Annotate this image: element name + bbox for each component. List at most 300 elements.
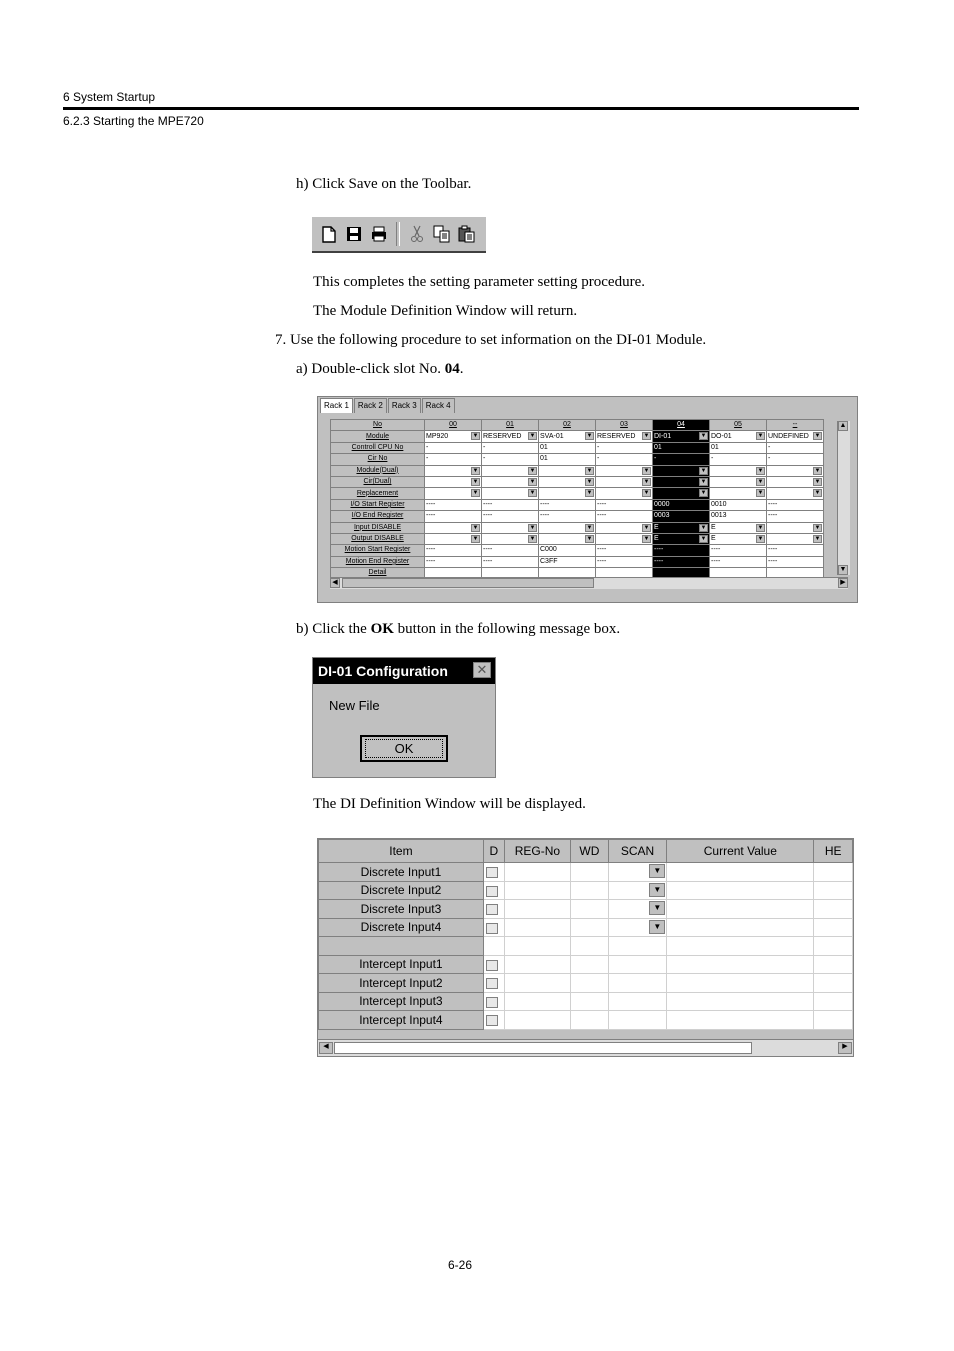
dropdown-arrow-icon[interactable]: ▼ — [586, 490, 593, 497]
ok-button[interactable] — [360, 735, 448, 762]
rack-cell[interactable] — [482, 511, 539, 522]
rack-cell-value: ---- — [597, 557, 607, 565]
rack-cell[interactable] — [425, 556, 482, 567]
rack-cell[interactable] — [710, 545, 767, 556]
di-cell[interactable] — [608, 1011, 667, 1030]
di-cell[interactable] — [483, 918, 504, 937]
dropdown-arrow-icon[interactable]: ▼ — [529, 524, 536, 531]
rack-cell[interactable] — [425, 533, 482, 544]
slot-header-0[interactable]: 00 — [425, 420, 482, 431]
rack-row-label: Motion Start Register — [331, 545, 425, 556]
tab-rack-1[interactable]: Rack 1 — [320, 398, 353, 413]
di-cell[interactable] — [571, 992, 609, 1011]
rack-cell-value: MP920 — [426, 432, 449, 440]
rack-cell[interactable] — [539, 522, 596, 533]
di-cell[interactable] — [667, 974, 814, 993]
rack-cell[interactable] — [653, 488, 710, 499]
di-horizontal-scrollbar[interactable] — [318, 1039, 853, 1056]
rack-cell[interactable] — [596, 533, 653, 544]
rack-cell[interactable] — [653, 476, 710, 487]
rack-cell[interactable] — [596, 545, 653, 556]
scroll-down-icon[interactable]: ▼ — [839, 566, 847, 573]
rack-cell-value: ---- — [654, 557, 664, 565]
di-cell[interactable] — [608, 900, 667, 919]
di-item-label: Discrete Input4 — [319, 918, 484, 937]
rack-cell[interactable] — [767, 476, 824, 487]
di-cell[interactable] — [667, 1011, 814, 1030]
dropdown-arrow-icon[interactable]: ▼ — [643, 478, 650, 485]
paste-icon[interactable] — [456, 223, 478, 245]
rack-cell[interactable] — [596, 556, 653, 567]
rack-cell[interactable] — [653, 442, 710, 453]
rack-cell[interactable] — [653, 454, 710, 465]
rack-cell-value: ---- — [711, 557, 721, 565]
rack-cell[interactable] — [425, 476, 482, 487]
new-icon[interactable] — [318, 223, 340, 245]
rack-cell[interactable] — [482, 465, 539, 476]
di-cell[interactable] — [814, 974, 853, 993]
rack-row-label: Detail — [331, 568, 425, 579]
rack-cell-value: SVA-01 — [540, 432, 564, 440]
checkbox-icon[interactable] — [486, 904, 498, 915]
slot-header-2[interactable]: 02 — [539, 420, 596, 431]
di-cell[interactable] — [814, 1011, 853, 1030]
rack-row — [331, 511, 824, 522]
rack-cell[interactable] — [482, 442, 539, 453]
rack-cell[interactable] — [539, 499, 596, 510]
rack-cell[interactable] — [767, 442, 824, 453]
rack-cell-value: ---- — [597, 512, 607, 520]
rack-cell[interactable] — [596, 488, 653, 499]
di-cell[interactable] — [608, 992, 667, 1011]
di-cell[interactable] — [504, 974, 570, 993]
di-cell[interactable] — [483, 937, 504, 956]
dropdown-arrow-icon[interactable]: ▼ — [700, 433, 707, 440]
rack-no-header: No — [331, 420, 425, 431]
di-cell[interactable] — [608, 881, 667, 900]
dropdown-arrow-icon[interactable]: ▼ — [472, 478, 479, 485]
slot-header-6[interactable]: -- — [767, 420, 824, 431]
step-h: h) Click Save on the Toolbar. — [296, 176, 472, 192]
slot-header-1[interactable]: 01 — [482, 420, 539, 431]
tab-rack-4[interactable]: Rack 4 — [422, 398, 455, 413]
rack-cell[interactable] — [596, 454, 653, 465]
rack-row — [331, 556, 824, 567]
rack-cell-value: - — [768, 443, 771, 451]
rack-cell[interactable] — [482, 545, 539, 556]
dropdown-arrow-icon[interactable]: ▼ — [529, 490, 536, 497]
rack-cell[interactable] — [767, 522, 824, 533]
dropdown-arrow-icon[interactable]: ▼ — [643, 433, 650, 440]
rack-cell[interactable] — [767, 511, 824, 522]
di-displayed-text: The DI Definition Window will be displayed. — [313, 796, 586, 812]
rack-cell-value: UNDEFINED — [768, 432, 809, 440]
dropdown-arrow-icon[interactable]: ▼ — [700, 524, 707, 531]
dropdown-arrow-icon[interactable]: ▼ — [643, 490, 650, 497]
checkbox-icon[interactable] — [486, 960, 498, 971]
rack-cell-value: - — [654, 455, 657, 463]
di-cell[interactable] — [504, 1011, 570, 1030]
rack-cell[interactable] — [767, 431, 824, 442]
rack-row-label: I/O End Register — [331, 511, 425, 522]
rack-cell[interactable] — [596, 522, 653, 533]
rack-cell[interactable] — [710, 522, 767, 533]
rack-row-label: I/O Start Register — [331, 499, 425, 510]
page-number: 6-26 — [448, 1258, 473, 1272]
rack-cell[interactable] — [653, 545, 710, 556]
dropdown-arrow-icon[interactable]: ▼ — [586, 478, 593, 485]
dropdown-arrow-icon[interactable]: ▼ — [700, 478, 707, 485]
slot-header-4[interactable]: 04 — [653, 420, 710, 431]
rack-cell-value: ---- — [768, 557, 778, 565]
rack-row — [331, 522, 824, 533]
di-row — [319, 955, 853, 974]
di-cell[interactable] — [571, 937, 609, 956]
rack-cell[interactable] — [710, 533, 767, 544]
dropdown-arrow-icon[interactable]: ▼ — [757, 490, 764, 497]
di-cell[interactable] — [667, 900, 814, 919]
rack-cell[interactable] — [653, 522, 710, 533]
dropdown-arrow-icon[interactable]: ▼ — [757, 524, 764, 531]
di-cell[interactable] — [667, 955, 814, 974]
vertical-scrollbar[interactable] — [837, 421, 850, 575]
di-cell[interactable] — [483, 992, 504, 1011]
rack-cell-value: ---- — [540, 500, 550, 508]
rack-row-label: Output DISABLE — [331, 533, 425, 544]
rack-cell-value: - — [711, 455, 714, 463]
rack-cell[interactable] — [539, 465, 596, 476]
rack-row-label: Replacement — [331, 488, 425, 499]
dropdown-arrow-icon[interactable]: ▼ — [757, 478, 764, 485]
rack-cell-value: ---- — [597, 500, 607, 508]
dropdown-arrow-icon[interactable]: ▼ — [700, 467, 707, 474]
di-cell[interactable] — [483, 1011, 504, 1030]
di-item-label: Discrete Input1 — [319, 863, 484, 882]
dropdown-arrow-icon[interactable]: ▼ — [643, 535, 650, 542]
di-row — [319, 900, 853, 919]
checkbox-icon[interactable] — [486, 886, 498, 897]
di-row — [319, 1011, 853, 1030]
di-cell[interactable] — [608, 918, 667, 937]
di-cell[interactable] — [571, 955, 609, 974]
dropdown-arrow-icon[interactable]: ▼ — [472, 535, 479, 542]
rack-cell[interactable] — [710, 431, 767, 442]
rack-cell-value: ---- — [768, 546, 778, 554]
rack-cell[interactable] — [653, 431, 710, 442]
di-cell[interactable] — [483, 974, 504, 993]
save-icon[interactable] — [343, 223, 365, 245]
rack-cell-value: E — [711, 535, 716, 543]
rack-cell-value: ---- — [426, 546, 436, 554]
rack-cell[interactable] — [710, 465, 767, 476]
di01-config-dialog — [312, 657, 496, 778]
di-cell[interactable] — [483, 955, 504, 974]
rack-cell[interactable] — [539, 454, 596, 465]
checkbox-icon[interactable] — [486, 867, 498, 878]
dialog-title: DI-01 Configuration — [313, 658, 495, 684]
rack-cell[interactable] — [425, 545, 482, 556]
rack-cell[interactable] — [539, 442, 596, 453]
di-cell[interactable] — [608, 955, 667, 974]
di-cell[interactable] — [814, 992, 853, 1011]
di-header-1[interactable]: D — [483, 840, 504, 863]
dropdown-arrow-icon[interactable]: ▼ — [529, 433, 536, 440]
scan-dropdown-icon[interactable]: ▼ — [649, 883, 665, 897]
rack-cell-value: ---- — [483, 557, 493, 565]
rack-row-label: Module(Dual) — [331, 465, 425, 476]
dropdown-arrow-icon[interactable]: ▼ — [586, 433, 593, 440]
completion-text: This completes the setting parameter setting procedure. — [313, 274, 645, 290]
tab-rack-2[interactable]: Rack 2 — [354, 398, 387, 413]
step-7: 7. Use the following procedure to set information on the DI-01 Module. — [275, 332, 707, 348]
rack-cell[interactable] — [425, 465, 482, 476]
rack-cell[interactable] — [710, 476, 767, 487]
di-cell[interactable] — [667, 863, 814, 882]
rack-cell[interactable] — [539, 556, 596, 567]
di-cell[interactable] — [814, 863, 853, 882]
dropdown-arrow-icon[interactable]: ▼ — [472, 490, 479, 497]
rack-row — [331, 533, 824, 544]
rack-cell[interactable] — [596, 465, 653, 476]
di-cell[interactable] — [667, 937, 814, 956]
di-row — [319, 918, 853, 937]
dropdown-arrow-icon[interactable]: ▼ — [586, 524, 593, 531]
rack-cell[interactable] — [767, 533, 824, 544]
rack-cell[interactable] — [482, 499, 539, 510]
rack-cell[interactable] — [596, 476, 653, 487]
di-header-3[interactable]: WD — [571, 840, 609, 863]
slot-header-3[interactable]: 03 — [596, 420, 653, 431]
di-cell[interactable] — [504, 900, 570, 919]
dropdown-arrow-icon[interactable]: ▼ — [700, 490, 707, 497]
rack-cell[interactable] — [425, 442, 482, 453]
di-cell[interactable] — [667, 992, 814, 1011]
rack-cell-value: 0010 — [711, 500, 727, 508]
di-cell[interactable] — [571, 863, 609, 882]
rack-cell[interactable] — [653, 533, 710, 544]
rack-row-label: Cir(Dual) — [331, 476, 425, 487]
rack-cell[interactable] — [482, 533, 539, 544]
di-cell[interactable] — [483, 863, 504, 882]
rack-cell[interactable] — [539, 431, 596, 442]
checkbox-icon[interactable] — [486, 978, 498, 989]
di-row — [319, 992, 853, 1011]
chapter-header: 6 System Startup — [63, 90, 156, 104]
dropdown-arrow-icon[interactable]: ▼ — [757, 433, 764, 440]
scroll-left-icon[interactable]: ◀ — [330, 578, 340, 588]
dropdown-arrow-icon[interactable]: ▼ — [814, 478, 821, 485]
scroll-up-icon[interactable]: ▲ — [839, 422, 847, 429]
rack-cell[interactable] — [653, 465, 710, 476]
rack-cell-value: RESERVED — [483, 432, 522, 440]
rack-cell[interactable] — [482, 488, 539, 499]
dropdown-arrow-icon[interactable]: ▼ — [472, 524, 479, 531]
rack-row-label: Motion End Register — [331, 556, 425, 567]
di-cell[interactable] — [571, 974, 609, 993]
di-cell[interactable] — [504, 955, 570, 974]
step-b — [296, 621, 620, 638]
dropdown-arrow-icon[interactable]: ▼ — [586, 467, 593, 474]
di-header-2[interactable]: REG-No — [504, 840, 570, 863]
di-scroll-left-icon[interactable]: ◀ — [319, 1042, 333, 1054]
rack-cell[interactable] — [767, 454, 824, 465]
rack-cell-value: 01 — [540, 455, 548, 463]
di-cell[interactable] — [504, 881, 570, 900]
rack-cell-value: ---- — [654, 546, 664, 554]
dropdown-arrow-icon[interactable]: ▼ — [700, 535, 707, 542]
di-cell[interactable] — [814, 881, 853, 900]
di-header-4[interactable]: SCAN — [608, 840, 667, 863]
rack-tabs — [320, 398, 456, 413]
di-scroll-track[interactable] — [334, 1042, 752, 1054]
dropdown-arrow-icon[interactable]: ▼ — [643, 467, 650, 474]
rack-cell[interactable] — [539, 533, 596, 544]
dropdown-arrow-icon[interactable]: ▼ — [814, 467, 821, 474]
di-cell[interactable] — [571, 881, 609, 900]
dropdown-arrow-icon[interactable]: ▼ — [757, 535, 764, 542]
rack-cell[interactable] — [482, 556, 539, 567]
rack-cell-value: ---- — [540, 512, 550, 520]
di-cell[interactable] — [483, 900, 504, 919]
di-cell[interactable] — [571, 1011, 609, 1030]
rack-row-label: Input DISABLE — [331, 522, 425, 533]
di-cell[interactable] — [483, 881, 504, 900]
rack-cell[interactable] — [767, 465, 824, 476]
step-a-text: a) Double-click slot No. — [296, 361, 445, 377]
rack-cell[interactable] — [710, 556, 767, 567]
rack-cell[interactable] — [767, 499, 824, 510]
dropdown-arrow-icon[interactable]: ▼ — [814, 433, 821, 440]
dropdown-arrow-icon[interactable]: ▼ — [757, 467, 764, 474]
dropdown-arrow-icon[interactable]: ▼ — [814, 524, 821, 531]
rack-cell[interactable] — [539, 545, 596, 556]
rack-cell[interactable] — [539, 488, 596, 499]
dropdown-arrow-icon[interactable]: ▼ — [529, 535, 536, 542]
print-icon[interactable] — [368, 223, 390, 245]
rack-cell-value: - — [483, 443, 486, 451]
dropdown-arrow-icon[interactable]: ▼ — [472, 433, 479, 440]
dropdown-arrow-icon[interactable]: ▼ — [472, 467, 479, 474]
di-header-0[interactable]: Item — [319, 840, 484, 863]
rack-cell[interactable] — [710, 454, 767, 465]
scroll-thumb[interactable] — [342, 578, 594, 588]
rack-cell[interactable] — [596, 511, 653, 522]
checkbox-icon[interactable] — [486, 923, 498, 934]
tab-rack-3[interactable]: Rack 3 — [388, 398, 421, 413]
di-cell[interactable] — [608, 863, 667, 882]
di-scroll-right-icon[interactable]: ▶ — [838, 1042, 852, 1054]
rack-cell[interactable] — [425, 522, 482, 533]
dropdown-arrow-icon[interactable]: ▼ — [814, 535, 821, 542]
rack-cell[interactable] — [482, 431, 539, 442]
horizontal-scrollbar[interactable] — [330, 577, 848, 589]
toolbar-separator — [396, 222, 400, 246]
di-cell[interactable] — [608, 937, 667, 956]
dropdown-arrow-icon[interactable]: ▼ — [586, 535, 593, 542]
scan-dropdown-icon[interactable]: ▼ — [649, 920, 665, 934]
dropdown-arrow-icon[interactable]: ▼ — [814, 490, 821, 497]
di-cell[interactable] — [814, 900, 853, 919]
rack-cell[interactable] — [653, 511, 710, 522]
rack-cell[interactable] — [653, 499, 710, 510]
rack-cell[interactable] — [482, 476, 539, 487]
di-cell[interactable] — [814, 918, 853, 937]
scan-dropdown-icon[interactable]: ▼ — [649, 864, 665, 878]
dropdown-arrow-icon[interactable]: ▼ — [529, 478, 536, 485]
di-cell[interactable] — [667, 881, 814, 900]
di-cell[interactable] — [504, 992, 570, 1011]
rack-cell[interactable] — [767, 488, 824, 499]
rack-cell[interactable] — [653, 556, 710, 567]
rack-cell[interactable] — [596, 499, 653, 510]
rack-cell[interactable] — [425, 431, 482, 442]
rack-cell[interactable] — [767, 556, 824, 567]
di-item-label: Intercept Input4 — [319, 1011, 484, 1030]
rack-cell[interactable] — [539, 511, 596, 522]
rack-cell-value: - — [483, 455, 486, 463]
rack-cell[interactable] — [425, 499, 482, 510]
rack-cell[interactable] — [710, 442, 767, 453]
rack-cell[interactable] — [539, 476, 596, 487]
di-header-5[interactable]: Current Value — [667, 840, 814, 863]
di-cell[interactable] — [504, 863, 570, 882]
rack-cell[interactable] — [596, 431, 653, 442]
di-cell[interactable] — [571, 900, 609, 919]
di-cell[interactable] — [608, 974, 667, 993]
rack-cell-value: - — [426, 443, 429, 451]
cut-icon[interactable] — [406, 223, 428, 245]
rack-cell[interactable] — [425, 488, 482, 499]
rack-cell-value: 0000 — [654, 500, 670, 508]
dropdown-arrow-icon[interactable]: ▼ — [643, 524, 650, 531]
di-cell[interactable] — [504, 918, 570, 937]
rack-cell[interactable] — [767, 545, 824, 556]
rack-cell[interactable] — [482, 522, 539, 533]
header-rule — [63, 107, 859, 110]
rack-cell[interactable] — [710, 511, 767, 522]
di-row — [319, 937, 853, 956]
copy-icon[interactable] — [431, 223, 453, 245]
scroll-right-icon[interactable]: ▶ — [838, 578, 848, 588]
di-header-6[interactable]: HE — [814, 840, 853, 863]
di-cell[interactable] — [504, 937, 570, 956]
rack-cell[interactable] — [482, 454, 539, 465]
rack-cell[interactable] — [710, 499, 767, 510]
rack-cell-value: - — [597, 443, 600, 451]
rack-cell-value: - — [426, 455, 429, 463]
close-icon[interactable]: ✕ — [473, 662, 491, 678]
di-item-label: Intercept Input3 — [319, 992, 484, 1011]
rack-cell-value: 0013 — [711, 512, 727, 520]
scan-dropdown-icon[interactable]: ▼ — [649, 901, 665, 915]
slot-header-5[interactable]: 05 — [710, 420, 767, 431]
rack-cell[interactable] — [710, 488, 767, 499]
rack-cell[interactable] — [596, 442, 653, 453]
rack-cell[interactable] — [425, 511, 482, 522]
di-cell[interactable] — [814, 937, 853, 956]
di-cell[interactable] — [814, 955, 853, 974]
di-cell[interactable] — [667, 918, 814, 937]
rack-cell-value: ---- — [426, 512, 436, 520]
rack-cell[interactable] — [425, 454, 482, 465]
checkbox-icon[interactable] — [486, 997, 498, 1008]
dropdown-arrow-icon[interactable]: ▼ — [529, 467, 536, 474]
di-cell[interactable] — [571, 918, 609, 937]
rack-cell-value: ---- — [711, 546, 721, 554]
checkbox-icon[interactable] — [486, 1015, 498, 1026]
rack-row — [331, 454, 824, 465]
rack-grid — [330, 419, 824, 579]
